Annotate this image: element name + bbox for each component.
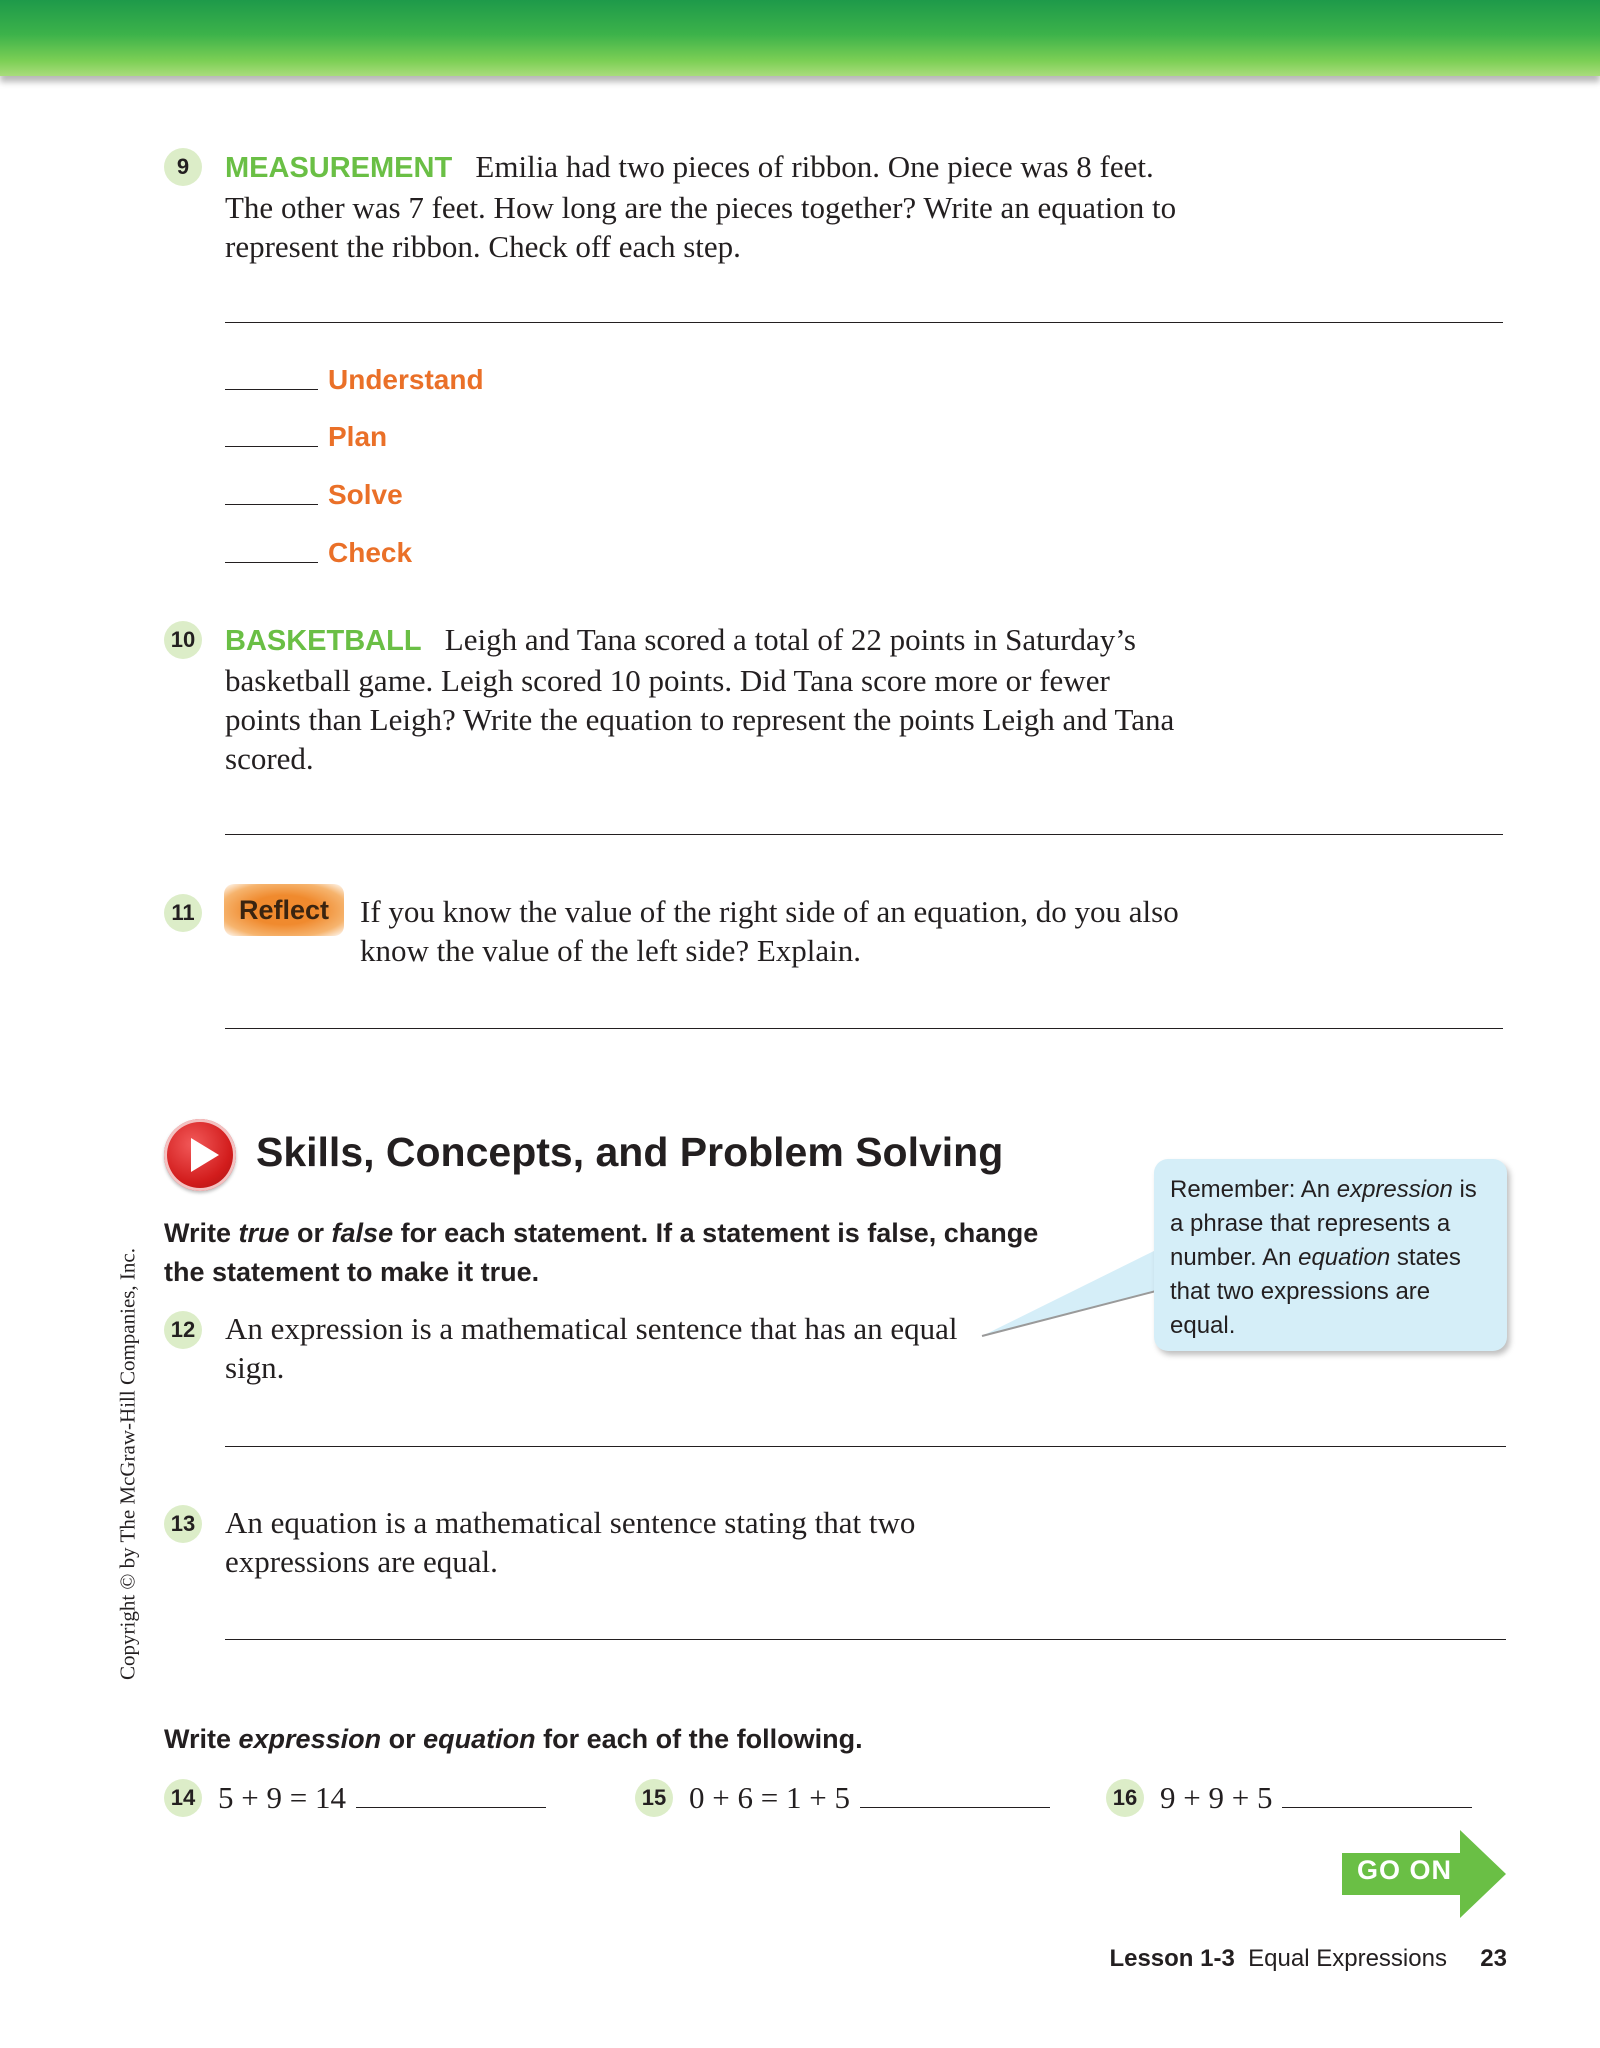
answer-line-11[interactable]	[225, 1028, 1503, 1029]
question-number-10: 10	[164, 621, 202, 659]
answer-blank-15[interactable]	[860, 1807, 1050, 1808]
answer-line-13[interactable]	[225, 1639, 1506, 1640]
directions-text: for each of the following.	[535, 1724, 863, 1754]
directions-expression-equation	[164, 1720, 1164, 1759]
directions-true-word: true	[238, 1218, 290, 1248]
question-number-9: 9	[164, 148, 202, 186]
step-check[interactable]	[225, 537, 412, 569]
step-checkbox-line[interactable]	[225, 446, 318, 447]
play-icon	[164, 1119, 236, 1191]
question-9-text	[225, 147, 1185, 266]
step-checkbox-line[interactable]	[225, 562, 318, 563]
step-label-check: Check	[328, 537, 413, 568]
question-14-text: 5 + 9 = 14	[218, 1780, 346, 1815]
step-label-solve: Solve	[328, 479, 403, 510]
question-number-14: 14	[164, 1779, 202, 1817]
directions-text: or	[381, 1724, 424, 1754]
header-band	[0, 0, 1600, 76]
directions-true-false	[164, 1214, 1064, 1292]
question-9-body: Emilia had two pieces of ribbon. One piece was 8 feet. The other was 7 feet. How long are the pieces together? Write an equation to represent the ribbon. Check off each step.	[225, 149, 1177, 264]
directions-equation-word: equation	[423, 1724, 536, 1754]
answer-line-9[interactable]	[225, 322, 1503, 323]
question-9-label: MEASUREMENT	[225, 152, 453, 184]
page-footer	[1109, 1945, 1507, 1973]
answer-line-10[interactable]	[225, 834, 1503, 835]
question-number-11: 11	[164, 894, 202, 932]
question-number-16: 16	[1106, 1779, 1144, 1817]
question-number-13: 13	[164, 1505, 202, 1543]
step-solve[interactable]	[225, 479, 403, 511]
callout-text: states that two expressions are equal.	[1170, 1244, 1461, 1339]
callout-text: Remember: An	[1170, 1176, 1337, 1203]
question-10-text	[225, 620, 1185, 778]
question-12-text: An expression is a mathematical sentence that has an equal sign.	[225, 1311, 958, 1385]
question-11-text: If you know the value of the right side of an equation, do you also know the value of the left side? Explain.	[360, 894, 1179, 968]
directions-expression-word: expression	[238, 1724, 382, 1754]
reflect-badge: Reflect	[224, 884, 344, 936]
question-10-body: Leigh and Tana scored a total of 22 points in Saturday’s basketball game. Leigh scored 10 points. Did Tana score more or fewer points than Leigh? Write the equation to represent the points Leigh and Tana scored.	[225, 622, 1175, 776]
callout-term-expression: expression	[1336, 1176, 1453, 1203]
section-title: Skills, Concepts, and Problem Solving	[256, 1129, 1004, 1175]
callout-term-equation: equation	[1298, 1244, 1391, 1271]
step-plan[interactable]	[225, 421, 387, 453]
remember-callout	[1154, 1159, 1507, 1351]
question-14	[164, 1779, 546, 1817]
directions-false-word: false	[331, 1218, 394, 1248]
footer-title: Equal Expressions	[1248, 1945, 1447, 1972]
directions-text: Write	[164, 1218, 239, 1248]
step-checkbox-line[interactable]	[225, 504, 318, 505]
step-checkbox-line[interactable]	[225, 389, 318, 390]
step-understand[interactable]	[225, 364, 484, 396]
copyright-notice: Copyright © by The McGraw-Hill Companies, Inc.	[115, 1248, 140, 1680]
directions-text: for each statement. If a statement is false, change the statement to make it true.	[164, 1218, 1039, 1287]
answer-blank-14[interactable]	[356, 1807, 546, 1808]
directions-text: or	[289, 1218, 332, 1248]
question-16	[1106, 1779, 1472, 1817]
go-on-label: GO ON	[1357, 1855, 1453, 1885]
footer-lesson: Lesson 1-3	[1109, 1945, 1235, 1972]
page-number: 23	[1480, 1945, 1507, 1972]
question-10-label: BASKETBALL	[225, 625, 422, 657]
directions-text: Write	[164, 1724, 239, 1754]
question-number-12: 12	[164, 1311, 202, 1349]
question-number-15: 15	[635, 1779, 673, 1817]
play-triangle-icon	[164, 1119, 236, 1191]
step-label-plan: Plan	[328, 421, 388, 452]
go-on-arrow[interactable]	[1342, 1830, 1506, 1923]
step-label-understand: Understand	[328, 364, 484, 395]
answer-line-12[interactable]	[225, 1446, 1506, 1447]
question-15-text: 0 + 6 = 1 + 5	[689, 1780, 850, 1815]
callout-text: is a phrase that represents a number. An	[1170, 1176, 1477, 1271]
question-13-text: An equation is a mathematical sentence stating that two expressions are equal.	[225, 1505, 916, 1579]
question-15	[635, 1779, 1050, 1817]
answer-blank-16[interactable]	[1282, 1807, 1472, 1808]
question-16-text: 9 + 9 + 5	[1160, 1780, 1273, 1815]
callout-pointer	[980, 1240, 1180, 1340]
